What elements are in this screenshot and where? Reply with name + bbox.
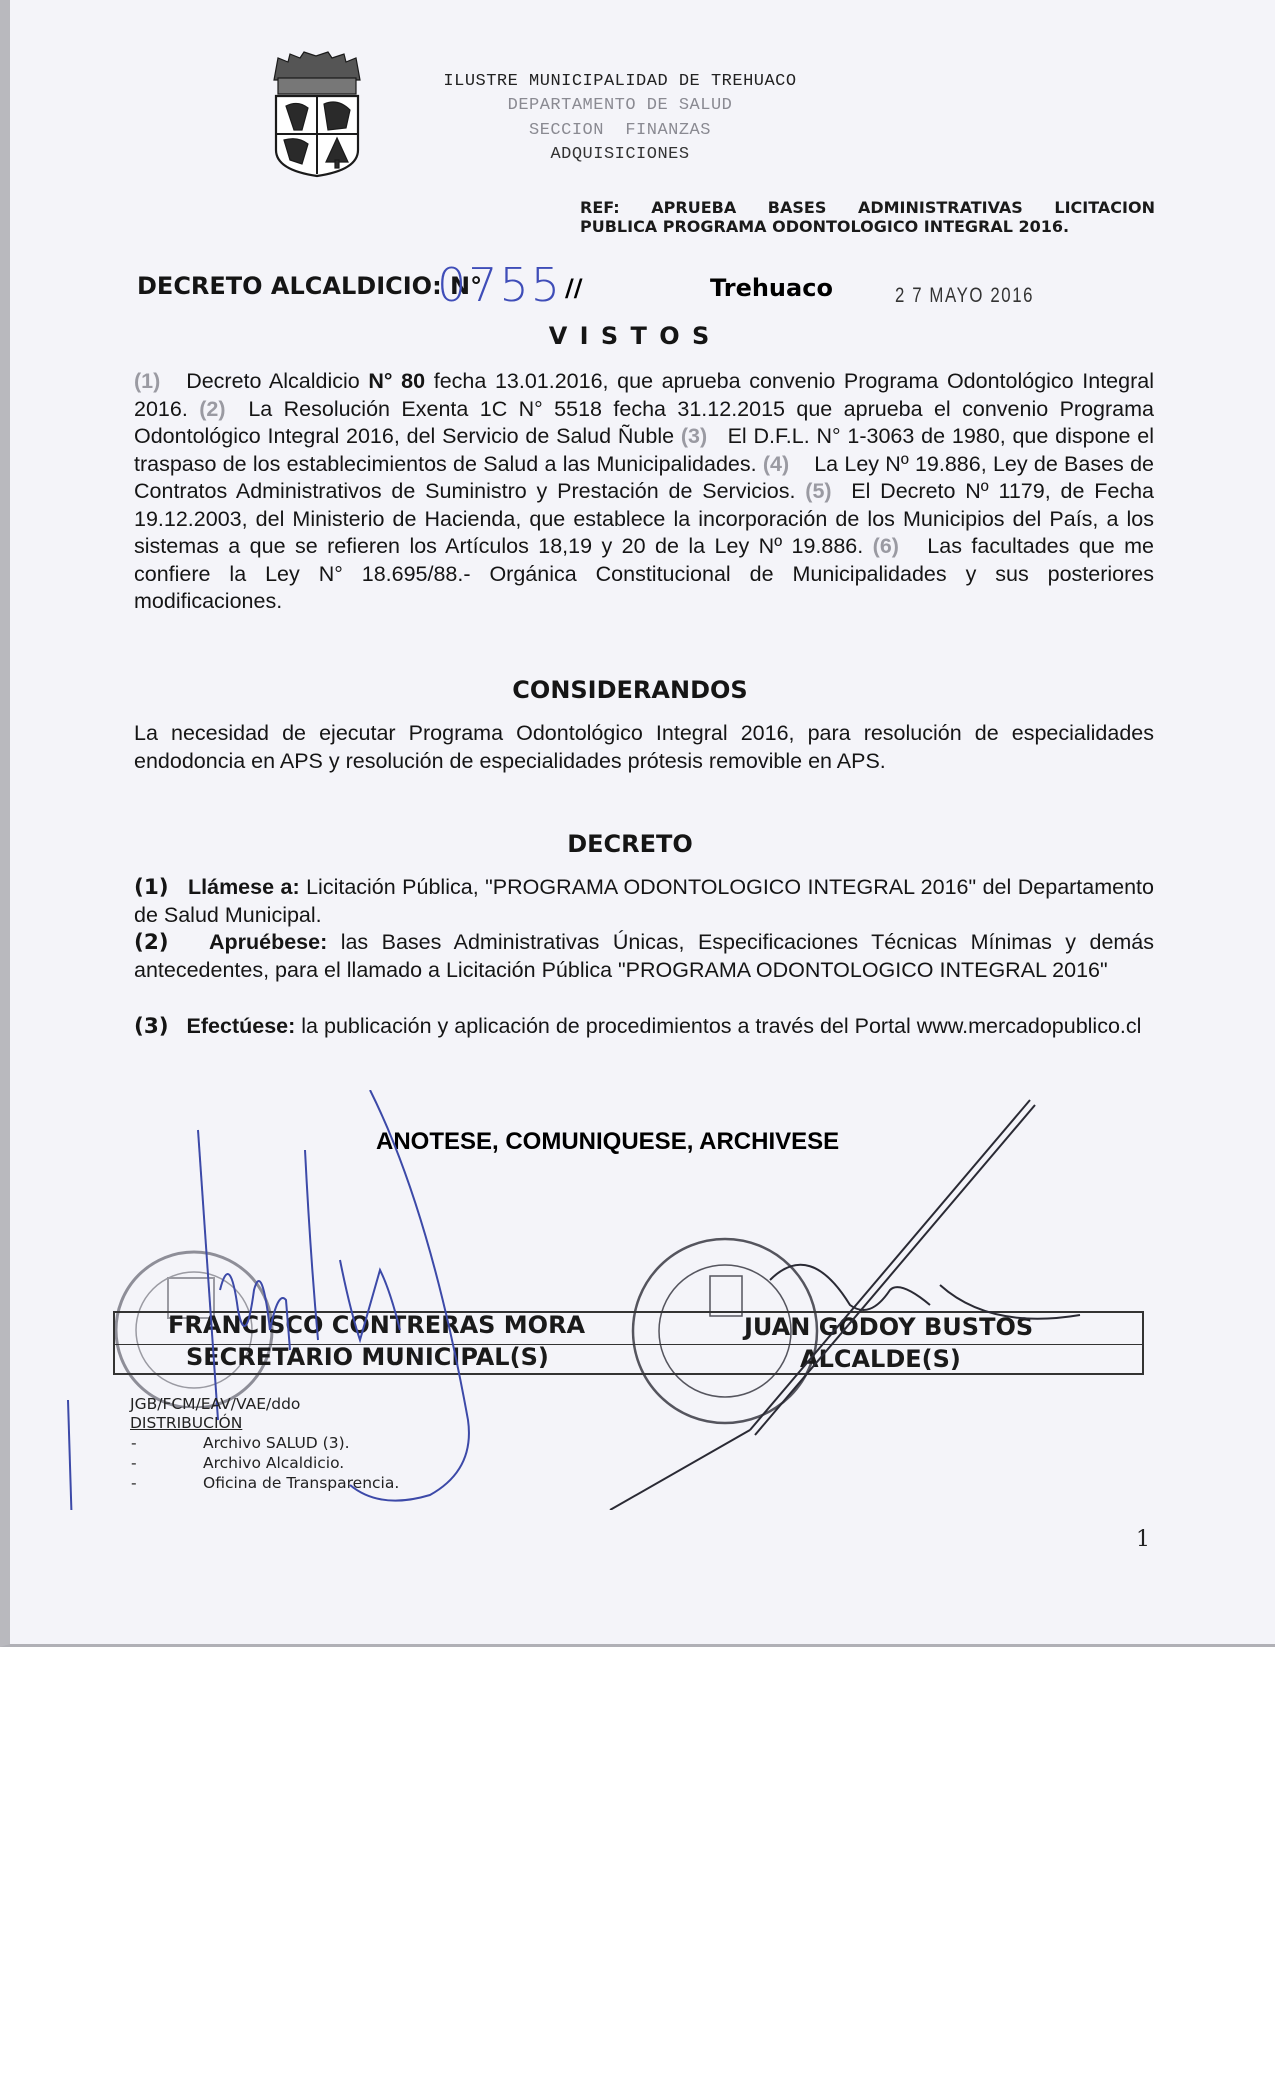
decreto-label: Efectúese: — [186, 1014, 296, 1038]
closing-formula: ANOTESE, COMUNIQUESE, ARCHIVESE — [376, 1128, 840, 1155]
ref-line-2: PUBLICA PROGRAMA ODONTOLOGICO INTEGRAL 2016. — [580, 217, 1070, 236]
decreto-item — [134, 1013, 1154, 1041]
vistos-text: El Decreto Nº 1179, de Fecha 19.12.2003, del Ministerio de Hacienda, que establece la incorporación de los Municipios del País, a los sistemas a que se refieren los Artículos 18,19 y 20 de la Ley Nº 19.886. — [134, 479, 1154, 558]
distribution-item: Oficina de Transparencia. — [203, 1474, 400, 1492]
decree-city: Trehuaco — [710, 274, 833, 302]
vistos-num: (4) — [762, 451, 790, 476]
decree-title: DECRETO ALCALDICIO: N° — [137, 272, 483, 300]
ref-word: REF: — [580, 198, 620, 217]
decreto-num: (2) — [134, 930, 169, 955]
decreto-item — [134, 929, 1154, 984]
decree-number-handwritten: 0755 — [437, 258, 563, 312]
decreto-num: (1) — [134, 875, 169, 900]
ref-word: ADMINISTRATIVAS — [857, 198, 1023, 217]
department-name: DEPARTAMENTO DE SALUD — [507, 96, 733, 115]
coat-of-arms-logo — [268, 50, 366, 178]
distribution-bullet: - — [131, 1474, 137, 1492]
distribution-item: Archivo Alcaldicio. — [203, 1454, 345, 1472]
vistos-bold: N° 80 — [368, 369, 426, 393]
vistos-text: La Resolución Exenta 1C N° 5518 fecha 31.12.2015 que aprueba el convenio Programa Odontológico Integral 2016, del Servicio de Salud Ñuble — [134, 396, 1154, 448]
vistos-num: (2) — [199, 396, 226, 421]
ref-word: BASES — [767, 198, 827, 217]
distribution-bullet: - — [131, 1454, 137, 1472]
vistos-text: Decreto Alcaldicio — [186, 369, 369, 393]
decreto-text: la publicación y aplicación de procedimientos a través del Portal www.mercadopublico.cl — [301, 1014, 1142, 1038]
section-name: SECCION FINANZAS — [529, 121, 711, 140]
signatory-role: ALCALDE(S) — [800, 1345, 961, 1373]
distribution-title: DISTRIBUCIÓN — [130, 1414, 243, 1432]
institution-name: ILUSTRE MUNICIPALIDAD DE TREHUACO — [443, 72, 797, 91]
distribution-item: Archivo SALUD (3). — [203, 1434, 350, 1452]
vistos-num: (6) — [872, 534, 899, 558]
page-number: 1 — [1136, 1527, 1150, 1552]
vistos-text: Las facultades que me confiere la Ley N° 18.695/88.- Orgánica Constitucional de Municipalidades y sus posteriores modificaciones. — [134, 534, 1155, 613]
vistos-num: (3) — [680, 424, 708, 448]
reference-block — [580, 198, 1155, 236]
decreto-item — [134, 874, 1154, 929]
signatory-name: FRANCISCO CONTRERAS MORA — [168, 1311, 586, 1339]
vistos-text: La Ley Nº 19.886, Ley de Bases de Contratos Administrativos de Suministro y Prestación de Servicios. — [134, 451, 1154, 503]
decreto-label: Llámese a: — [188, 875, 300, 899]
ref-word: LICITACION — [1054, 198, 1155, 217]
signatory-name: JUAN GODOY BUSTOS — [744, 1313, 1034, 1341]
decreto-label: Apruébese: — [208, 930, 328, 954]
vistos-text: El D.F.L. N° 1-3063 de 1980, que dispone el traspaso de los establecimientos de Salud a las Municipalidades. — [134, 424, 1154, 476]
ref-word: APRUEBA — [651, 198, 737, 217]
decreto-text: Licitación Pública, "PROGRAMA ODONTOLOGICO INTEGRAL 2016" del Departamento de Salud Municipal. — [134, 875, 1154, 927]
vistos-title: V I S T O S — [548, 322, 712, 350]
vistos-num: (1) — [134, 369, 161, 393]
initials: JGB/FCM/EAV/VAE/ddo — [130, 1395, 301, 1413]
vistos-body — [134, 368, 1154, 616]
unit-name: ADQUISICIONES — [550, 145, 690, 164]
date-stamp: 2 7 MAYO 2016 — [895, 284, 1035, 307]
decree-separator: // — [565, 274, 583, 302]
decreto-text: las Bases Administrativas Únicas, Especificaciones Técnicas Mínimas y demás antecedentes, para el llamado a Licitación Pública "PROGRAMA ODONTOLOGICO INTEGRAL 2016" — [134, 930, 1155, 982]
decreto-num: (3) — [134, 1014, 169, 1039]
signatory-role: SECRETARIO MUNICIPAL(S) — [186, 1343, 549, 1371]
distribution-bullet: - — [131, 1434, 137, 1452]
considerandos-text: La necesidad de ejecutar Programa Odontológico Integral 2016, para resolución de especialidades endodoncia en APS y resolución de especialidades prótesis removible en APS. — [134, 721, 1154, 773]
considerandos-title: CONSIDERANDOS — [512, 676, 748, 704]
vistos-num: (5) — [805, 479, 832, 503]
decreto-section-title: DECRETO — [567, 830, 693, 858]
vistos-text: fecha 13.01.2016, que aprueba convenio Programa Odontológico Integral 2016. — [134, 369, 1154, 421]
